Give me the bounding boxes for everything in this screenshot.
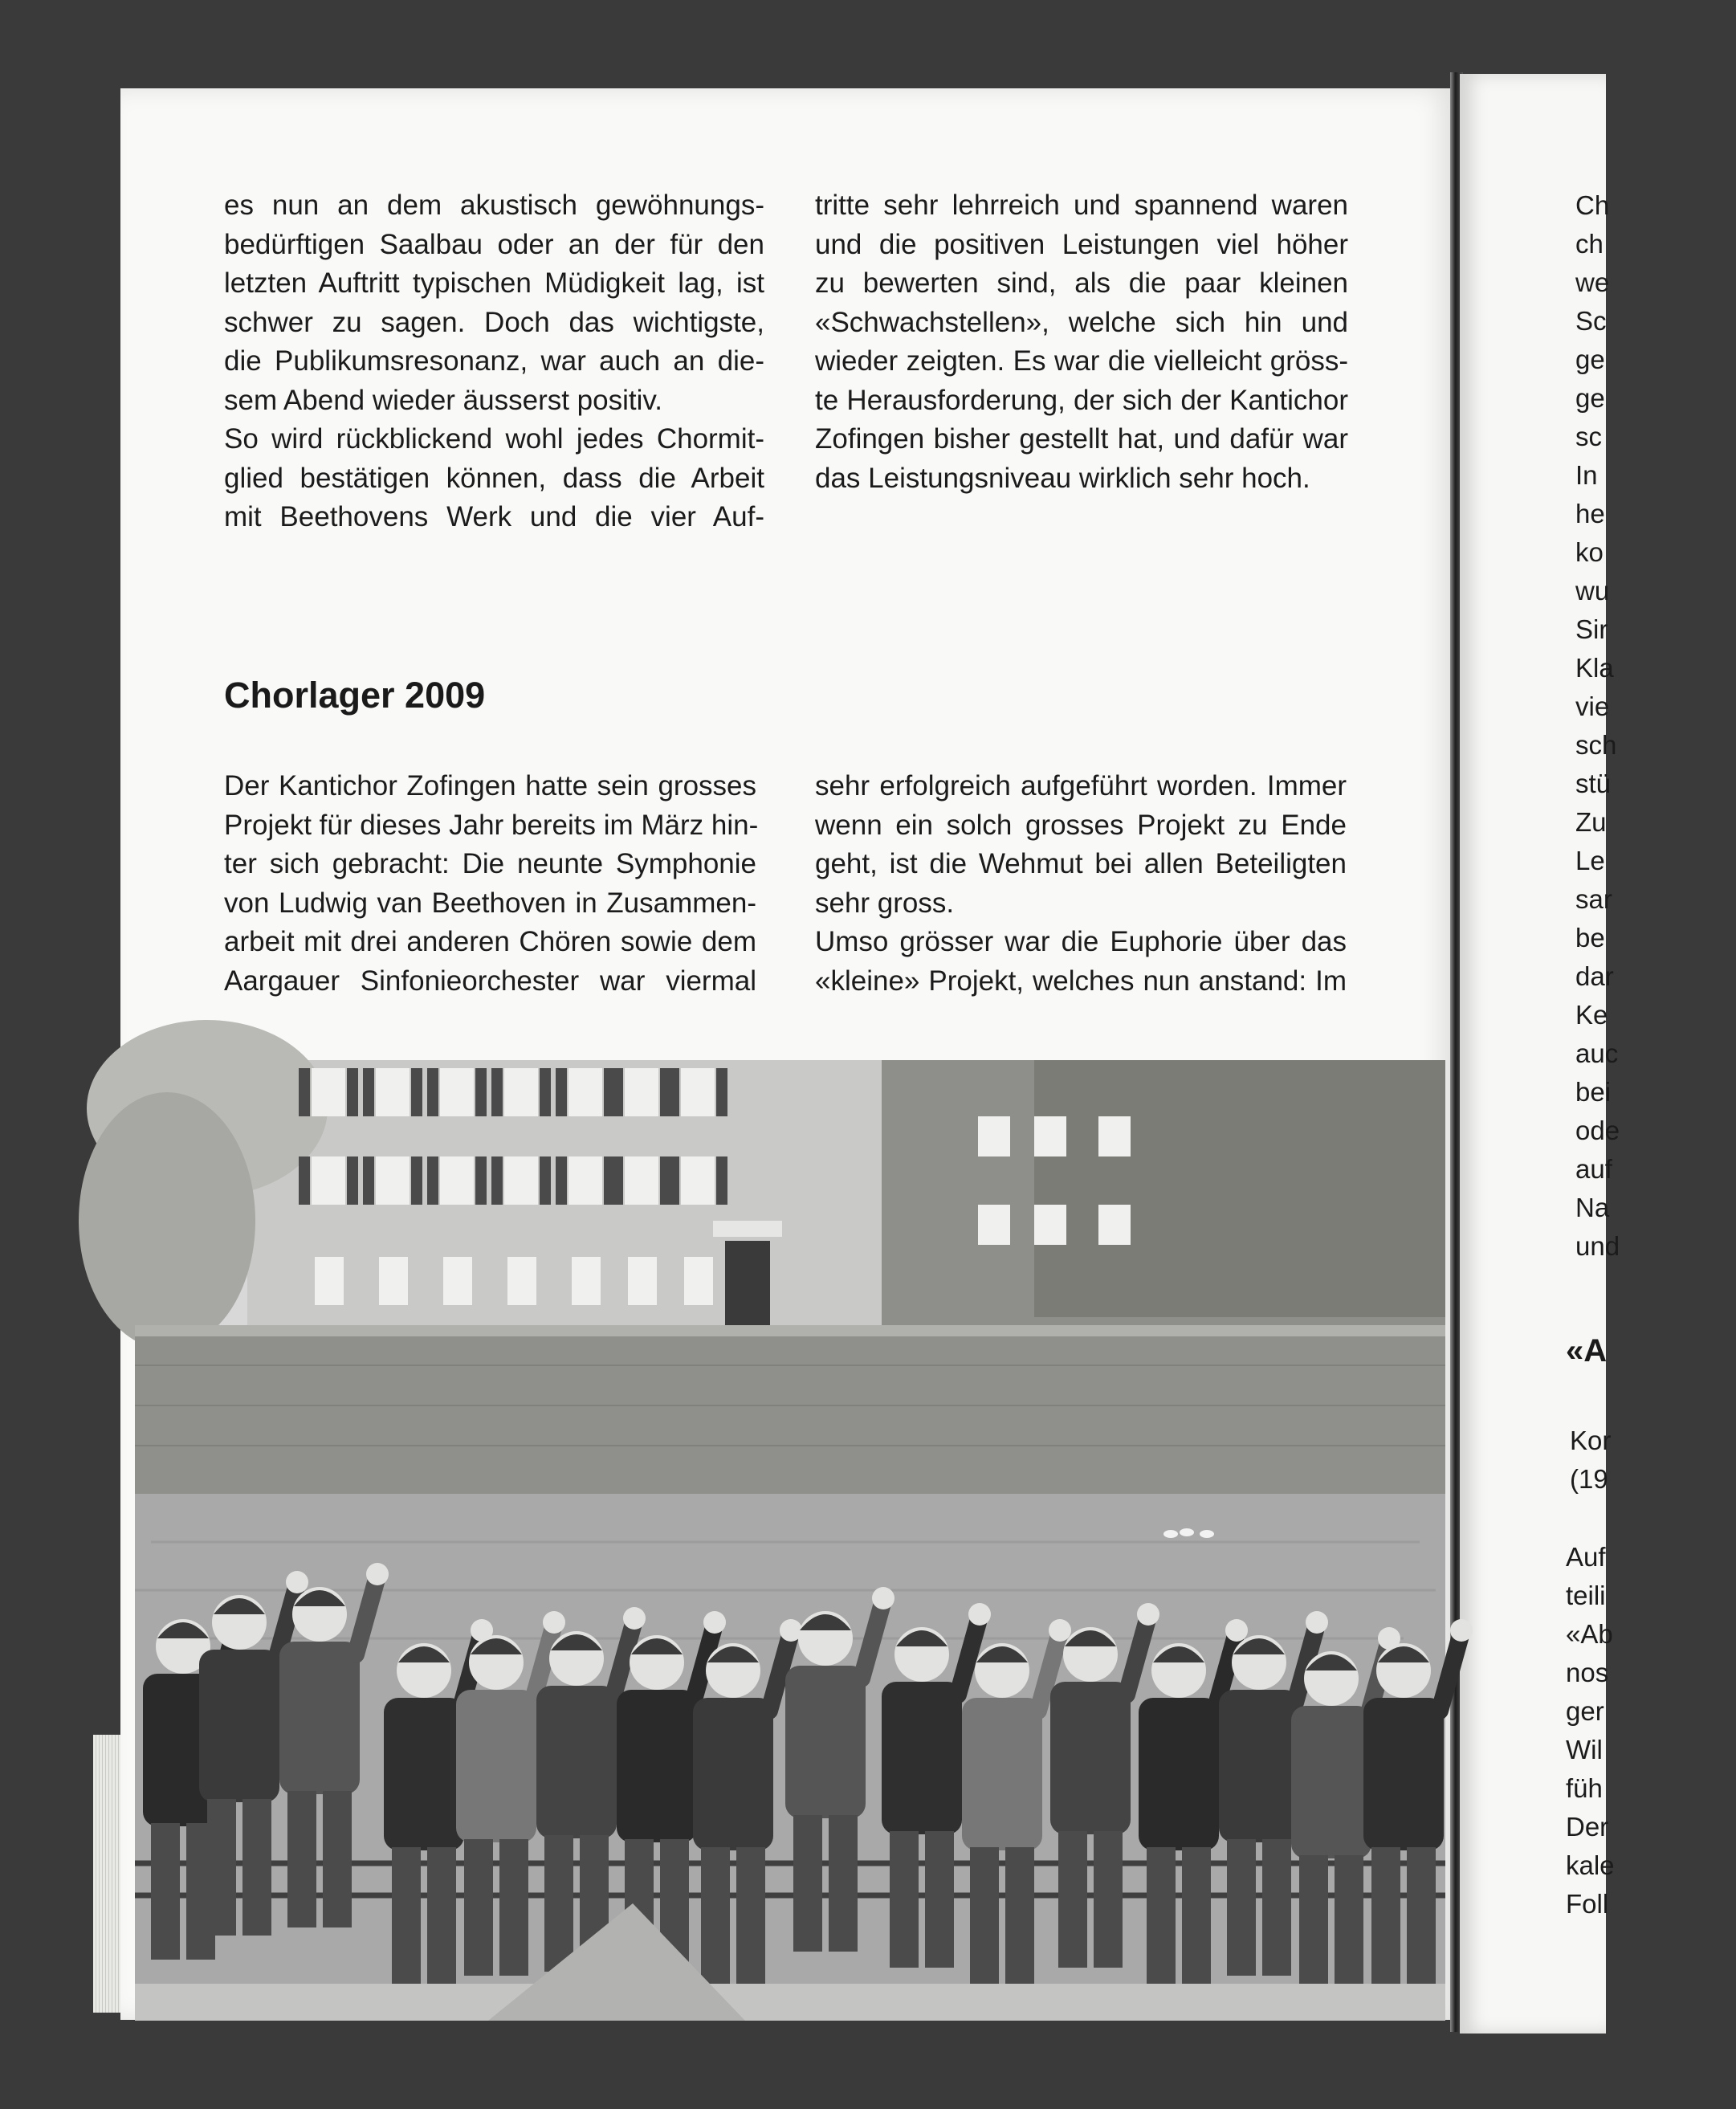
column-2-bottom-paragraph — [815, 767, 1347, 1001]
text-line: Projekt für dieses Jahr bereits im März hin- — [224, 809, 759, 841]
text-fragment: In — [1575, 460, 1598, 490]
person-body — [617, 1690, 697, 1842]
text-fragment: he — [1575, 499, 1605, 528]
text-line: Umso grösser war die Euphorie über das — [815, 926, 1347, 957]
text-fragment: Ke — [1575, 1000, 1608, 1030]
text-line: zu bewerten sind, als die paar kleinen — [815, 267, 1348, 299]
column-1-top-paragraph — [224, 186, 764, 537]
text-fragment: füh — [1566, 1773, 1603, 1803]
text-line: ter sich gebracht: Die neunte Symphonie — [224, 848, 756, 879]
person-body — [962, 1698, 1042, 1850]
text-fragment: Kor — [1570, 1426, 1612, 1455]
text-fragment: ger — [1566, 1696, 1604, 1726]
text-fragment: «Ab — [1566, 1619, 1613, 1649]
text-line: Aargauer Sinfonieorchester war viermal — [224, 965, 756, 997]
text-line: Der Kantichor Zofingen hatte sein grosses — [224, 770, 756, 802]
text-fragment: sc — [1575, 422, 1602, 451]
text-fragment: Ch — [1575, 190, 1610, 220]
person-body — [1050, 1682, 1131, 1834]
person-body — [693, 1698, 773, 1850]
text-fragment: auf — [1575, 1154, 1612, 1184]
person-body — [536, 1686, 617, 1838]
text-line: wieder zeigten. Es war die vielleicht gröss- — [815, 345, 1348, 377]
text-fragment: ge — [1575, 345, 1605, 374]
text-line: te Herausforderung, der sich der Kantichor — [815, 384, 1348, 416]
text-line: «kleine» Projekt, welches nun anstand: Im — [815, 965, 1347, 997]
text-fragment: teili — [1566, 1581, 1606, 1610]
text-line: wenn ein solch grosses Projekt zu Ende — [815, 809, 1347, 841]
person-body — [199, 1650, 279, 1802]
text-fragment: ch — [1575, 229, 1604, 259]
text-line: tritte sehr lehrreich und spannend waren — [815, 190, 1348, 221]
text-fragment: und — [1575, 1231, 1620, 1261]
right-page-text-fragments-top — [1575, 186, 1736, 1266]
right-page-heading-fragment: «A — [1566, 1333, 1608, 1369]
text-fragment: Foll — [1566, 1889, 1609, 1919]
text-line: schwer zu sagen. Doch das wichtigste, — [224, 306, 764, 338]
person-body — [882, 1682, 962, 1834]
text-fragment: Le — [1575, 846, 1605, 875]
text-line: mit Beethovens Werk und die vier Auf- — [224, 501, 764, 532]
person-body — [384, 1698, 464, 1850]
text-fragment: auc — [1575, 1038, 1619, 1068]
text-fragment: sch — [1575, 730, 1617, 760]
text-line: arbeit mit drei anderen Chören sowie dem — [224, 926, 756, 957]
text-line: letzten Auftritt typischen Müdigkeit lag, ist — [224, 267, 764, 299]
text-fragment: Na — [1575, 1193, 1610, 1222]
text-line: sehr gross. — [815, 887, 955, 919]
text-fragment: Sir — [1575, 614, 1608, 644]
text-line: es nun an dem akustisch gewöhnungs- — [224, 190, 764, 221]
text-fragment: be — [1575, 923, 1605, 953]
text-line: bedürftigen Saalbau oder an der für den — [224, 228, 764, 260]
text-fragment: ode — [1575, 1116, 1620, 1145]
person-body — [785, 1666, 866, 1818]
text-line: geht, ist die Wehmut bei allen Beteiligten — [815, 848, 1347, 879]
text-fragment: stü — [1575, 769, 1612, 798]
person-body — [1291, 1706, 1371, 1858]
group-photo-illustration — [135, 1060, 1445, 2021]
text-line: glied bestätigen können, dass die Arbeit — [224, 462, 764, 494]
text-line: das Leistungsniveau wirklich sehr hoch. — [815, 462, 1310, 494]
text-line: So wird rückblickend wohl jedes Chormit- — [224, 423, 764, 455]
text-line: die Publikumsresonanz, war auch an die- — [224, 345, 764, 377]
text-line: sem Abend wieder äusserst positiv. — [224, 384, 663, 416]
person-body — [456, 1690, 536, 1842]
person-body — [1139, 1698, 1219, 1850]
text-fragment: Sc — [1575, 306, 1607, 336]
column-2-top-paragraph — [815, 186, 1348, 498]
text-fragment: vie — [1575, 691, 1610, 721]
text-fragment: bei — [1575, 1077, 1612, 1107]
text-fragment: Der — [1566, 1812, 1609, 1842]
text-fragment: nos — [1566, 1658, 1609, 1687]
text-fragment: (19 — [1570, 1464, 1608, 1494]
section-heading: Chorlager 2009 — [224, 675, 486, 716]
text-line: sehr erfolgreich aufgeführt worden. Immer — [815, 770, 1347, 802]
text-line: von Ludwig van Beethoven in Zusammen- — [224, 887, 756, 919]
text-fragment: dar — [1575, 961, 1614, 991]
text-line: und die positiven Leistungen viel höher — [815, 228, 1348, 260]
text-line: Zofingen bisher gestellt hat, und dafür war — [815, 423, 1348, 455]
text-line: «Schwachstellen», welche sich hin und — [815, 306, 1348, 338]
text-fragment: Zu — [1575, 807, 1607, 837]
right-page-text-fragments-middle — [1570, 1422, 1730, 1499]
text-fragment: kale — [1566, 1850, 1615, 1880]
group-photo — [135, 1060, 1445, 2021]
text-fragment: Wil — [1566, 1735, 1603, 1764]
person-body — [1219, 1690, 1299, 1842]
text-fragment: Auf — [1566, 1542, 1606, 1572]
text-fragment: ge — [1575, 383, 1605, 413]
person-body — [1363, 1698, 1444, 1850]
text-fragment: wu — [1575, 576, 1610, 606]
text-fragment: sar — [1575, 884, 1612, 914]
person-body — [279, 1642, 360, 1794]
text-fragment: Kla — [1575, 653, 1614, 683]
text-fragment: we — [1575, 267, 1610, 297]
text-fragment: ko — [1575, 537, 1604, 567]
column-1-bottom-paragraph — [224, 767, 759, 1001]
right-page-text-fragments-bottom — [1566, 1538, 1726, 1923]
